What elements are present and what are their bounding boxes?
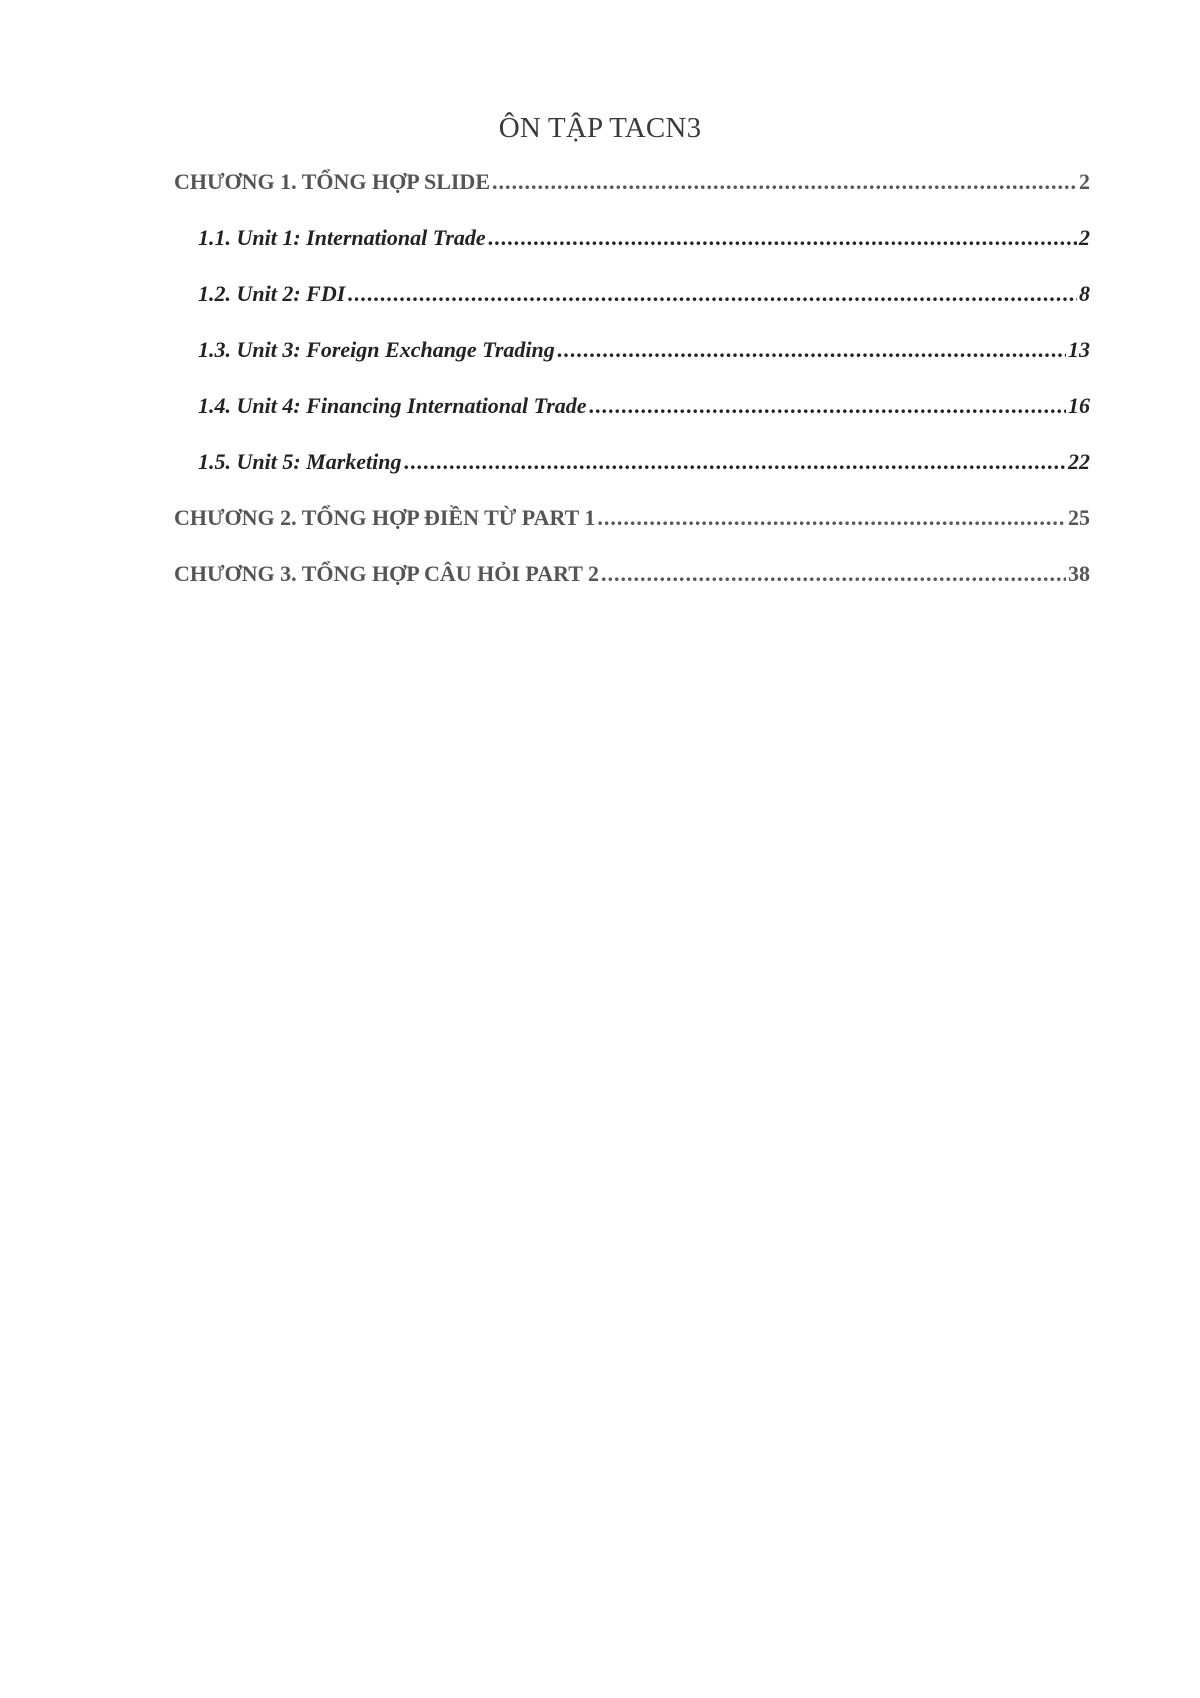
toc-page-number: 25 <box>1068 505 1090 530</box>
toc-page-number: 8 <box>1079 281 1090 306</box>
toc-dot-leader <box>488 216 1077 260</box>
toc-entry-label: 1.4. Unit 4: Financing International Trade <box>198 393 587 418</box>
toc-page-number: 13 <box>1068 337 1090 362</box>
toc-entry-chapter-1[interactable] <box>174 160 1090 216</box>
toc-page-number: 2 <box>1079 225 1090 250</box>
toc-entry-unit-2[interactable] <box>174 272 1090 328</box>
toc-dot-leader <box>347 272 1077 316</box>
toc-entry-label: 1.3. Unit 3: Foreign Exchange Trading <box>198 337 555 362</box>
toc-page-number: 22 <box>1068 449 1090 474</box>
toc-entry-label: 1.5. Unit 5: Marketing <box>198 449 402 474</box>
toc-dot-leader <box>589 384 1066 428</box>
toc-page-number: 2 <box>1079 169 1090 194</box>
toc-entry-unit-3[interactable] <box>174 328 1090 384</box>
toc-entry-chapter-3[interactable] <box>174 552 1090 608</box>
document-title: ÔN TẬP TACN3 <box>498 112 702 144</box>
toc-dot-leader <box>597 496 1066 540</box>
toc-entry-label: CHƯƠNG 3. TỔNG HỢP CÂU HỎI PART 2 <box>174 561 599 586</box>
toc-entry-label: CHƯƠNG 2. TỔNG HỢP ĐIỀN TỪ PART 1 <box>174 505 596 530</box>
toc-entry-unit-5[interactable] <box>174 440 1090 496</box>
toc-dot-leader <box>492 160 1077 204</box>
toc-dot-leader <box>601 552 1066 596</box>
toc-entry-label: 1.1. Unit 1: International Trade <box>198 225 486 250</box>
toc-entry-unit-1[interactable] <box>174 216 1090 272</box>
toc-entry-chapter-2[interactable] <box>174 496 1090 552</box>
toc-entry-unit-4[interactable] <box>174 384 1090 440</box>
toc-dot-leader <box>404 440 1066 484</box>
table-of-contents <box>174 160 1090 608</box>
toc-page-number: 38 <box>1068 561 1090 586</box>
toc-dot-leader <box>557 328 1066 372</box>
toc-entry-label: CHƯƠNG 1. TỔNG HỢP SLIDE <box>174 169 490 194</box>
toc-entry-label: 1.2. Unit 2: FDI <box>198 281 346 306</box>
toc-page-number: 16 <box>1068 393 1090 418</box>
